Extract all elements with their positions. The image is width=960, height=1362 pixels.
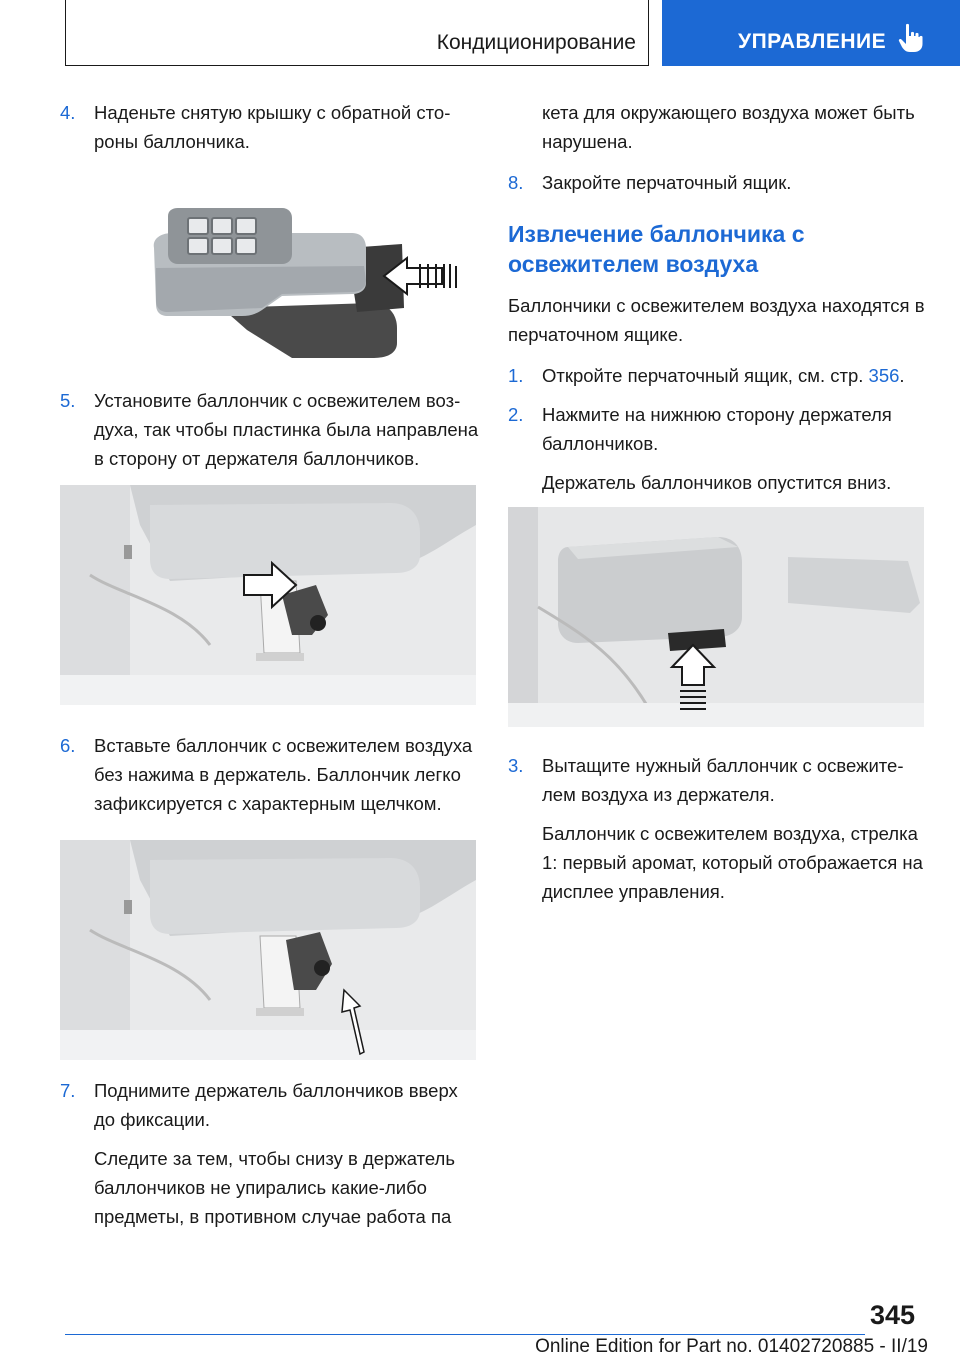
figure-cartridge-clicked (60, 840, 476, 1060)
step-text: Закройте перчаточный ящик. (542, 172, 792, 193)
step-4 (60, 98, 480, 156)
step-note: Держатель баллончиков опустится вниз. (542, 472, 892, 493)
step-number: 2. (508, 404, 524, 425)
section-title: Кондиционирование (436, 31, 636, 54)
figure-holder-lowered (508, 507, 924, 727)
step-number: 8. (508, 172, 524, 193)
step-text: Наденьте снятую крышку с обратной стороны баллончика. (94, 102, 451, 152)
section-heading: Извлечение баллончика с освежителем воздуха (508, 221, 805, 277)
step-6 (60, 731, 480, 818)
right-column (508, 98, 928, 916)
step-number: 5. (60, 390, 76, 411)
step-7-continued: кета для окружающего воздуха может быть нарушена. (542, 102, 915, 152)
step-number: 7. (60, 1080, 76, 1101)
figure-cover-cartridge (152, 208, 462, 360)
step-2 (508, 400, 928, 497)
step-note: Баллончик с освежителем воздуха, стрелка 1: первый аромат, который отображается на дисплее управления. (542, 823, 923, 902)
footer-divider (65, 1334, 865, 1335)
step-text (542, 361, 928, 390)
step-7 (60, 1076, 480, 1231)
step-text: Поднимите держатель баллончиков вверх до фиксации. (94, 1080, 458, 1130)
page-reference-link[interactable]: 356 (868, 365, 900, 386)
figure-insert-cartridge-holder (60, 485, 476, 705)
step-1 (508, 361, 928, 390)
hand-pointer-icon (898, 23, 924, 53)
step-number: 4. (60, 102, 76, 123)
left-column (60, 98, 480, 1241)
step-text: Вытащите нужный баллончик с освежителем воздуха из держателя. (542, 755, 904, 805)
step-5 (60, 386, 480, 473)
step-text: Вставьте баллончик с освежителем воздуха без нажима в держатель. Баллончик легко зафиксируется с характерным щелчком. (94, 735, 473, 814)
step-number: 6. (60, 735, 76, 756)
section-tab (65, 0, 649, 66)
step-number: 3. (508, 755, 524, 776)
step-text-part: Откройте перчаточный ящик, см. стр. (542, 365, 869, 386)
step-3 (508, 751, 928, 906)
chapter-tab (662, 0, 960, 66)
step-8 (508, 168, 928, 197)
intro-paragraph: Баллончики с освежителем воздуха находятся в перчаточном ящике. (508, 295, 925, 345)
page-header (0, 0, 960, 66)
step-text-part: . (899, 365, 905, 386)
step-text: Нажмите на нижнюю сторону держателя баллончиков. (542, 404, 892, 454)
chapter-title: УПРАВЛЕНИЕ (738, 30, 887, 53)
step-number: 1. (508, 365, 524, 386)
page-number: 345 (870, 1300, 916, 1330)
edition-info: Online Edition for Part no. 01402720885 - II/19 (535, 1336, 928, 1357)
step-note: Следите за тем, чтобы снизу в держатель баллончиков не упирались какие-либо предметы, в противном случае работа па (94, 1148, 455, 1227)
step-text: Установите баллончик с освежителем воздуха, так чтобы пластинка была направлена в сторону от держателя баллончиков. (94, 390, 479, 469)
